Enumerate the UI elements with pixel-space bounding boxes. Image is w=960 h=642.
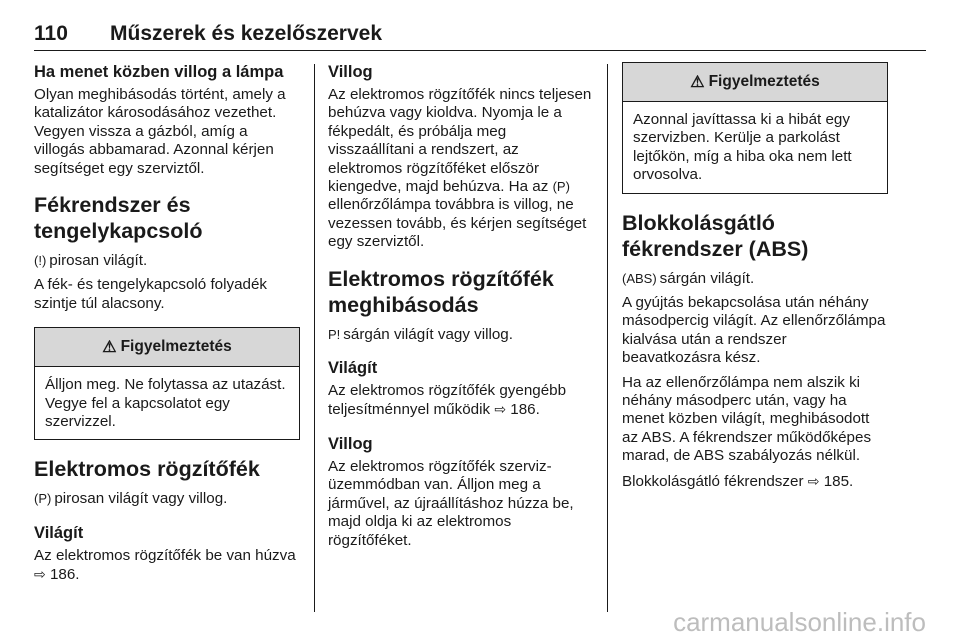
paragraph-fault: P! sárgán világít vagy villog.: [328, 325, 513, 343]
paragraph-abs-1: A gyújtás bekapcsolása után néhány másodpercig világít. Az ellenőrzőlámpa kialvása után a rendszer beavatkozásra kész.: [622, 294, 886, 367]
paragraph-flash-2: Az elektromos rögzítőfék szerviz-üzemmódban van. Álljon meg a járművel, az újraállításhoz húzza be, majd oldja ki az elektromos rögzítőféket.: [328, 457, 574, 549]
warning-box: [622, 62, 888, 194]
heading-epb-fault: Elektromos rögzítőfék meghibásodás: [328, 266, 554, 317]
warning-text: Álljon meg. Ne folytassa az utazást. Vegye fel a kapcsolatot egy szervizzel.: [45, 376, 286, 431]
column-2: [328, 62, 592, 556]
page-header: [34, 22, 926, 50]
warning-header: ⚠ Figyelmeztetés: [35, 328, 299, 367]
heading-flash: Ha menet közben villog a lámpa: [34, 63, 284, 81]
column-1: [34, 62, 300, 591]
paragraph-epb-red: (P) pirosan világít vagy villog.: [34, 490, 228, 508]
warning-text: Azonnal javíttassa ki a hibát egy szervizben. Kerülje a parkolást lejtőkön, míg a hiba oka nem lett orvosolva.: [633, 111, 852, 184]
warning-triangle-icon: ⚠: [102, 339, 117, 357]
warning-header: ⚠ Figyelmeztetés: [623, 63, 887, 102]
epb-fault-icon: P!: [328, 326, 341, 342]
paragraph-abs-3: Blokkolásgátló fékrendszer ⇨ 185.: [622, 472, 854, 490]
warning-box: [34, 327, 300, 440]
paragraph-brake-red: (!) pirosan világít.: [34, 252, 148, 270]
reference-arrow-icon: ⇨: [34, 566, 46, 583]
paragraph-brake-fluid: A fék- és tengelykapcsoló folyadék szintje túl alacsony.: [34, 276, 268, 312]
heading-flash: Villog: [328, 63, 373, 81]
heading-epb: Elektromos rögzítőfék: [34, 457, 260, 482]
reference-arrow-icon: ⇨: [807, 472, 820, 489]
heading-brake-system: Fékrendszer és tengelykapcsoló: [34, 193, 203, 244]
watermark: carmanualsonline.info: [673, 607, 926, 637]
paragraph-abs-2: Ha az ellenőrzőlámpa nem alszik ki néhány másodperc után, vagy ha menet közben világít, meghibásodott az ABS. A fékrendszer működőképes marad, de ABS szabályozás nélkül.: [622, 373, 872, 465]
paragraph-flash: Olyan meghibásodás történt, amely a katalizátor károsodásához vezethet. Vegyen vissza a gázból, amíg a villogás abbamarad. Azonnal kérjen segítséget egy szerviztől.: [34, 86, 286, 177]
paragraph-lit: Az elektromos rögzítőfék be van húzva ⇨ 186.: [34, 546, 296, 584]
page-reference[interactable]: 185.: [823, 472, 854, 490]
heading-lit: Világít: [328, 359, 378, 378]
paragraph-lit: Az elektromos rögzítőfék gyengébb teljesítménnyel működik ⇨ 186.: [328, 382, 567, 419]
abs-icon: (ABS): [622, 270, 657, 286]
brake-warning-icon: (!): [34, 253, 47, 269]
heading-lit: Világít: [34, 523, 84, 542]
heading-abs: Blokkolásgátló fékrendszer (ABS): [622, 210, 809, 261]
column-divider: [314, 64, 315, 612]
page-reference[interactable]: 186.: [49, 566, 80, 584]
heading-flash-2: Villog: [328, 434, 373, 453]
paragraph-abs-yellow: (ABS) sárgán világít.: [622, 269, 755, 287]
page-reference[interactable]: 186.: [510, 401, 540, 419]
parking-brake-icon: (P): [552, 179, 570, 195]
page-number: 110: [34, 22, 68, 45]
header-rule: [34, 50, 926, 51]
parking-brake-icon: (P): [34, 491, 52, 507]
reference-arrow-icon: ⇨: [494, 401, 507, 418]
warning-triangle-icon: ⚠: [690, 74, 705, 91]
paragraph-flash: Az elektromos rögzítőfék nincs teljesen behúzva vagy kioldva. Nyomja le a fékpedált, és próbálja meg visszaállítani a rendszert, az elektromos rögzítőféket először kiengedve, majd behúzva. Ha az (P) ellenőrzőlámpa továbbra is villog, ne vezessen tovább, és kérjen segítséget egy szerviztől.: [328, 86, 592, 251]
page-title: Műszerek és kezelőszervek: [110, 22, 383, 45]
column-3: [622, 62, 888, 497]
column-divider: [607, 64, 608, 612]
